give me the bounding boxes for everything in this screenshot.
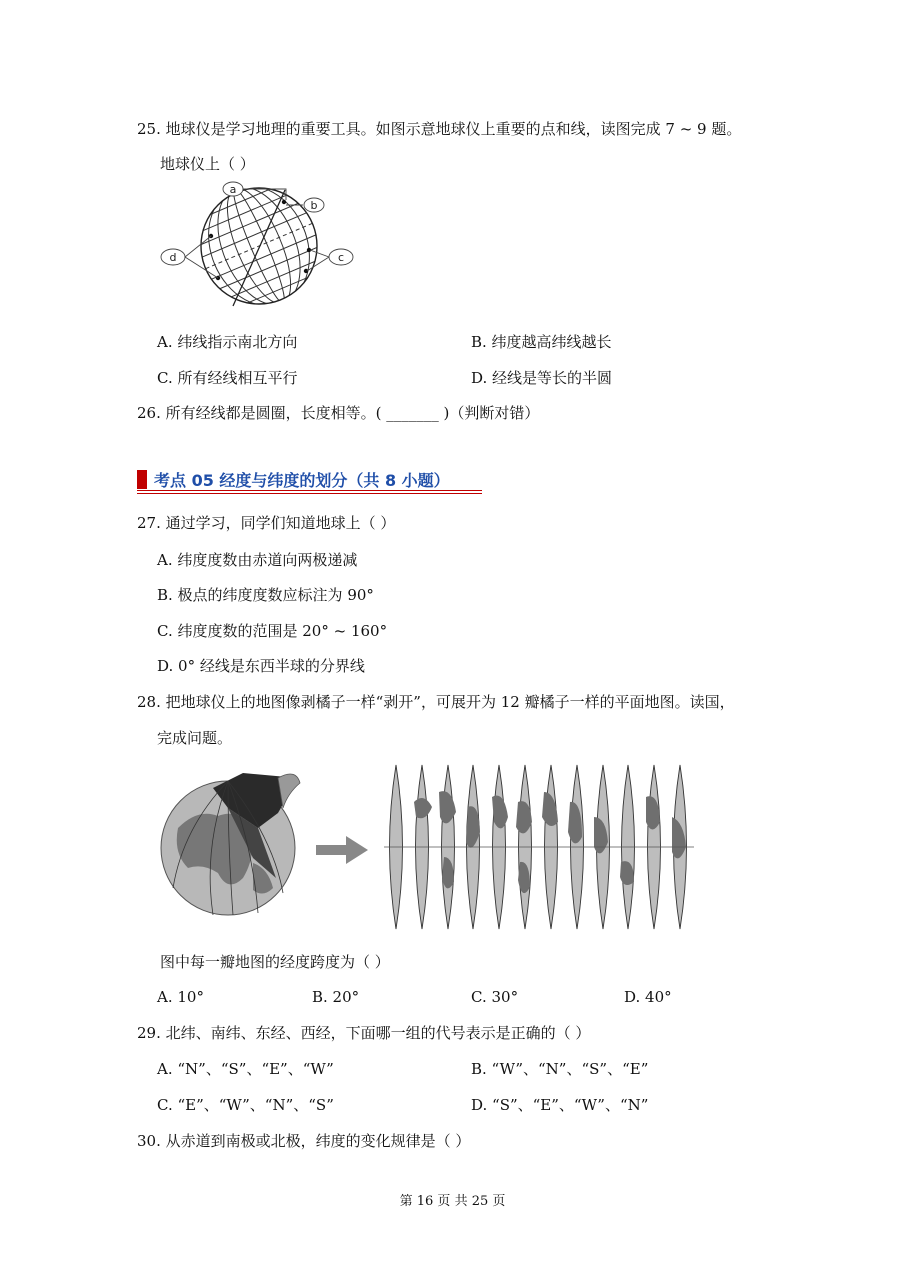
q25-sub-stem: 地球仪上（ ） xyxy=(160,155,255,173)
section-heading xyxy=(137,468,482,490)
peeled-globe-image xyxy=(158,768,303,923)
section-title: 考点 05 经度与纬度的划分（共 8 小题） xyxy=(154,471,450,490)
label-b: b xyxy=(310,199,318,212)
q28-option-d: D. 40° xyxy=(624,988,672,1006)
label-d: d xyxy=(169,251,177,264)
q27-option-b: B. 极点的纬度度数应标注为 90° xyxy=(157,586,374,604)
q25-stem: 25. 地球仪是学习地理的重要工具。如图示意地球仪上重要的点和线，读图完成 7 ~ 9 题。 xyxy=(137,120,742,138)
label-c: c xyxy=(337,251,345,264)
q28-option-b: B. 20° xyxy=(312,988,360,1006)
q26-stem: 26. 所有经线都是圆圈，长度相等。( _______ )（判断对错） xyxy=(137,404,540,422)
q30-stem: 30. 从赤道到南极或北极，纬度的变化规律是（ ） xyxy=(137,1132,471,1150)
q29-option-c: C. “E”、“W”、“N”、“S” xyxy=(157,1096,334,1114)
q27-option-c: C. 纬度度数的范围是 20° ~ 160° xyxy=(157,622,388,640)
q27-option-a: A. 纬度度数由赤道向两极递减 xyxy=(157,551,358,569)
q25-option-a: A. 纬线指示南北方向 xyxy=(157,333,298,351)
q29-option-b: B. “W”、“N”、“S”、“E” xyxy=(471,1060,649,1078)
gores-map-image xyxy=(384,762,694,932)
arrow-right-icon xyxy=(316,836,371,864)
q25-option-c: C. 所有经线相互平行 xyxy=(157,369,298,387)
q28-stem-line2: 完成问题。 xyxy=(157,729,233,747)
label-a: a xyxy=(229,183,237,196)
globe-diagram xyxy=(155,178,365,318)
q27-option-d: D. 0° 经线是东西半球的分界线 xyxy=(157,657,365,675)
q28-option-c: C. 30° xyxy=(471,988,519,1006)
q29-option-d: D. “S”、“E”、“W”、“N” xyxy=(471,1096,649,1114)
q29-option-a: A. “N”、“S”、“E”、“W” xyxy=(157,1060,334,1078)
q29-stem: 29. 北纬、南纬、东经、西经，下面哪一组的代号表示是正确的（ ） xyxy=(137,1024,591,1042)
q25-option-b: B. 纬度越高纬线越长 xyxy=(471,333,612,351)
q28-sub-stem: 图中每一瓣地图的经度跨度为（ ） xyxy=(160,953,390,971)
section-marker xyxy=(137,470,147,489)
q28-option-a: A. 10° xyxy=(157,988,204,1006)
q25-option-d: D. 经线是等长的半圆 xyxy=(471,369,613,387)
q28-stem-line1: 28. 把地球仪上的地图像剥橘子一样“剥开”，可展开为 12 瓣橘子一样的平面地图。读国， xyxy=(137,693,735,711)
q27-stem: 27. 通过学习，同学们知道地球上（ ） xyxy=(137,514,396,532)
page-footer: 第 16 页 共 25 页 xyxy=(399,1194,506,1209)
